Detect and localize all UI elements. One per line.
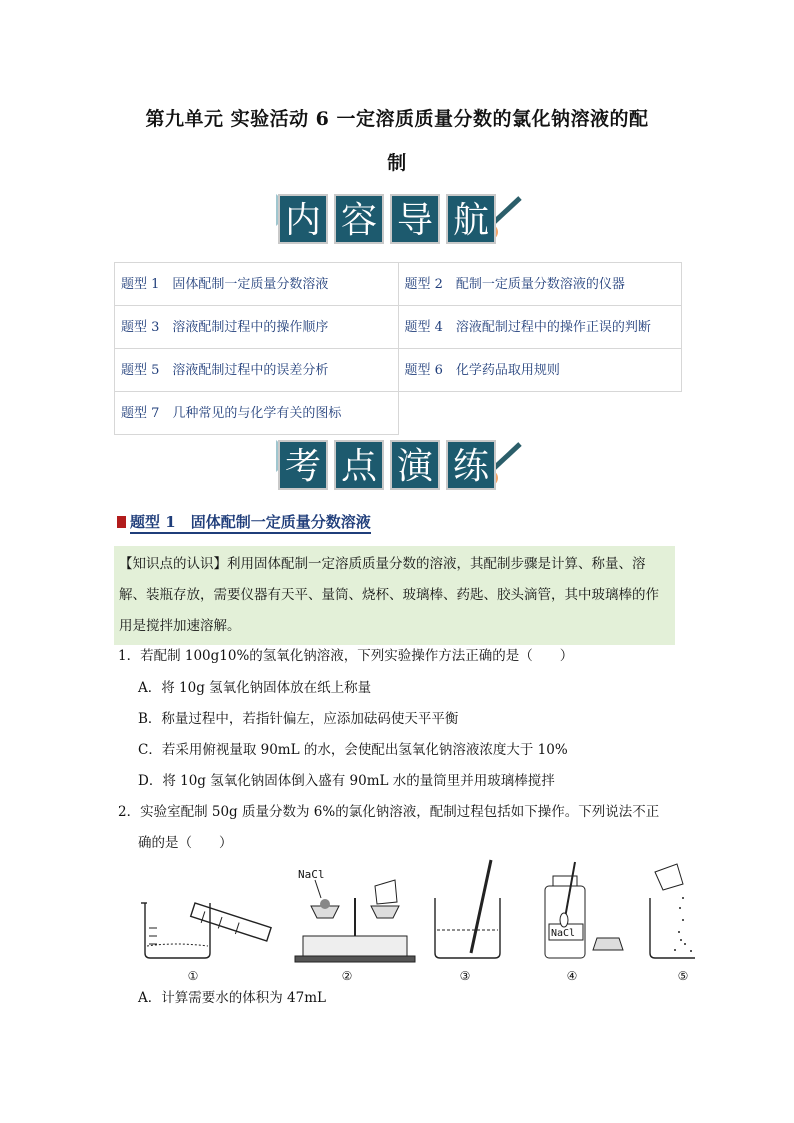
question-1-option-a: A．将 10g 氢氧化钠固体放在纸上称量 bbox=[138, 680, 372, 696]
question-1-option-d: D．将 10g 氢氧化钠固体倒入盛有 90mL 水的量筒里并用玻璃棒搅拌 bbox=[138, 773, 555, 789]
toc-item[interactable]: 题型 2 配制一定质量分数溶液的仪器 bbox=[398, 263, 682, 306]
question-2-stem-line-2: 确的是（ ） bbox=[138, 835, 233, 851]
banner-char: 航 bbox=[446, 194, 496, 244]
toc-item[interactable]: 题型 3 溶液配制过程中的操作顺序 bbox=[115, 306, 399, 349]
page-title bbox=[110, 97, 684, 185]
banner-char: 点 bbox=[334, 440, 384, 490]
question-1-option-b: B．称量过程中，若指针偏左，应添加砝码使天平平衡 bbox=[138, 711, 459, 727]
title-line-2: 制 bbox=[387, 152, 407, 174]
knowledge-head: 【知识点的认识】 bbox=[119, 556, 227, 572]
beaker-pour-illustration bbox=[141, 903, 271, 958]
knowledge-box bbox=[114, 546, 675, 645]
banner-content-nav bbox=[272, 186, 522, 248]
bottle-nacl-label: NaCl bbox=[551, 928, 576, 939]
toc-item[interactable]: 题型 7 几种常见的与化学有关的图标 bbox=[115, 392, 399, 435]
figure-label-1: ① bbox=[187, 969, 199, 983]
question-2-stem-line-1: 2．实验室配制 50g 质量分数为 6%的氯化钠溶液，配制过程包括如下操作。下列说法不正 bbox=[118, 804, 660, 820]
figure-label-4: ④ bbox=[566, 969, 578, 983]
banner-char: 导 bbox=[390, 194, 440, 244]
toc-item[interactable]: 题型 4 溶液配制过程中的操作正误的判断 bbox=[398, 306, 682, 349]
figure-label-3: ③ bbox=[459, 969, 471, 983]
experiment-figure bbox=[135, 858, 695, 986]
balance-nacl-label: NaCl bbox=[298, 868, 325, 881]
reagent-bottle-illustration bbox=[545, 862, 623, 958]
section-heading: 题型 1 固体配制一定质量分数溶液 bbox=[117, 511, 371, 532]
toc-item[interactable]: 题型 6 化学药品取用规则 bbox=[398, 349, 682, 392]
banner-char: 演 bbox=[390, 440, 440, 490]
pouring-solid-illustration bbox=[650, 864, 695, 958]
banner-practice bbox=[272, 432, 522, 494]
balance-illustration bbox=[295, 868, 415, 962]
banner-char: 容 bbox=[334, 194, 384, 244]
section-marker bbox=[117, 516, 126, 528]
banner-char: 考 bbox=[278, 440, 328, 490]
figure-label-5: ⑤ bbox=[677, 969, 689, 983]
banner-char: 内 bbox=[278, 194, 328, 244]
figure-label-2: ② bbox=[341, 969, 353, 983]
question-1-stem: 1．若配制 100g10%的氢氧化钠溶液，下列实验操作方法正确的是（ ） bbox=[118, 648, 574, 664]
toc-item[interactable]: 题型 1 固体配制一定质量分数溶液 bbox=[115, 263, 399, 306]
banner-char: 练 bbox=[446, 440, 496, 490]
question-2-option-a: A．计算需要水的体积为 47mL bbox=[138, 990, 326, 1006]
toc-item[interactable]: 题型 5 溶液配制过程中的误差分析 bbox=[115, 349, 399, 392]
title-line-1: 第九单元 实验活动 6 一定溶质质量分数的氯化钠溶液的配 bbox=[145, 108, 649, 130]
question-1-option-c: C．若采用俯视量取 90mL 的水，会使配出氢氧化钠溶液浓度大于 10% bbox=[138, 742, 568, 758]
toc-table bbox=[114, 262, 682, 435]
stirring-illustration bbox=[435, 860, 500, 958]
knowledge-body: 利用固体配制一定溶质质量分数的溶液，其配制步骤是计算、称量、溶解、装瓶存放，需要仪器有天平、量筒、烧杯、玻璃棒、药匙、胶头滴管，其中玻璃棒的作用是搅拌加速溶解。 bbox=[119, 556, 659, 634]
toc-empty-cell bbox=[398, 392, 682, 435]
